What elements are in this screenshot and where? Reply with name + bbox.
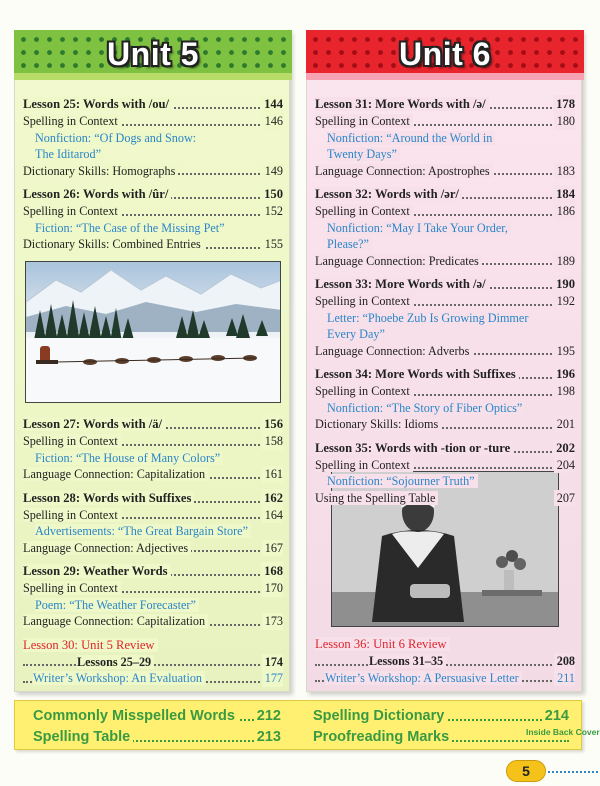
reading-selection[interactable] [315,400,575,417]
entry-label: Lesson 26: Words with /ûr/ [23,187,171,201]
entry-page-number: 183 [554,163,575,180]
dog-sled-illustration [26,262,281,403]
entry-page-number: 152 [262,203,283,220]
unit-6-contents-bottom [315,629,575,686]
footer-item-misspelled[interactable] [33,706,281,726]
entry-page-number: 168 [261,562,283,580]
lesson-heading[interactable] [23,562,283,580]
entry-page-number: 161 [262,466,283,483]
entry-label: Lesson 25: Words with /ou/ [23,97,172,111]
entry-label: Spelling in Context [23,581,121,595]
reading-selection[interactable] [23,523,283,540]
entry-label: Nonfiction: “Sojourner Truth” [327,474,478,488]
entry-label: Nonfiction: “Of Dogs and Snow: [35,131,199,145]
unit-5-banner-stripe [14,73,292,80]
entry-page-number: 146 [262,113,283,130]
lesson-heading[interactable] [23,95,283,113]
page-number-dots [548,771,598,773]
entry-page-number: 178 [553,95,575,113]
reading-selection[interactable] [315,130,575,147]
entry-label: Poem: “The Weather Forecaster” [35,598,199,612]
unit-5-contents-top [23,95,283,253]
entry-page-number: 208 [554,653,575,670]
footer-item-page: 214 [542,706,569,726]
lesson-heading[interactable] [315,95,575,113]
entry-page-number: 167 [262,540,283,557]
reading-selection[interactable] [23,146,283,163]
contents-entry[interactable] [23,433,283,450]
reading-selection[interactable] [315,326,575,343]
footer-item-label: Spelling Table [33,729,133,745]
entry-page-number: 211 [554,670,575,687]
lesson-heading[interactable] [23,489,283,507]
entry-page-number: 162 [261,489,283,507]
entry-page-number: 150 [261,185,283,203]
entry-label: Spelling in Context [23,204,121,218]
entry-page-number: 184 [553,185,575,203]
contents-entry[interactable] [23,236,283,253]
entry-label: Advertisements: “The Great Bargain Store” [35,524,251,538]
entry-label: Language Connection: Predicates [315,254,482,268]
entry-label: Dictionary Skills: Combined Entries [23,237,204,251]
entry-label: Dictionary Skills: Homographs [23,164,178,178]
contents-entry[interactable] [315,203,575,220]
contents-entry[interactable] [315,635,575,653]
contents-entry[interactable] [23,113,283,130]
entry-label: Spelling in Context [23,508,121,522]
reading-selection[interactable] [315,146,575,163]
entry-label: Nonfiction: “May I Take Your Order, [327,221,511,235]
entry-label: Lesson 34: More Words with Suffixes [315,367,519,381]
entry-label: Spelling in Context [315,294,413,308]
footer-item-dictionary[interactable] [313,706,569,726]
entry-label: Please?” [327,237,372,251]
entry-label: Lesson 36: Unit 6 Review [315,637,450,651]
contents-entry[interactable] [315,670,575,687]
reading-selection[interactable] [23,450,283,467]
entry-label: Language Connection: Adjectives [23,541,191,555]
unit-5-contents-bottom [23,415,283,687]
entry-page-number: 196 [553,365,575,383]
entry-page-number: 202 [553,439,575,457]
entry-label: Language Connection: Capitalization [23,467,208,481]
unit-6-banner-stripe [306,73,584,80]
contents-entry[interactable] [23,466,283,483]
entry-label: Twenty Days” [327,147,400,161]
entry-page-number: 201 [554,416,575,433]
entry-page-number: 174 [262,654,283,671]
entry-page-number: 186 [554,203,575,220]
contents-entry[interactable] [315,253,575,270]
contents-entry[interactable] [23,540,283,557]
entry-page-number: 177 [262,670,283,687]
entry-label: Language Connection: Adverbs [315,344,472,358]
entry-label: Spelling in Context [315,114,413,128]
entry-label: Lesson 28: Words with Suffixes [23,491,194,505]
entry-label: Lesson 31: More Words with /ə/ [315,97,489,111]
entry-label: The Iditarod” [35,147,104,161]
lesson-heading[interactable] [23,185,283,203]
entry-page-number: 170 [262,580,283,597]
entry-label: Nonfiction: “Around the World in [327,131,495,145]
entry-page-number: 158 [262,433,283,450]
reading-selection[interactable] [23,220,283,237]
lesson-heading[interactable] [315,439,575,457]
contents-entry[interactable] [315,113,575,130]
contents-entry[interactable] [315,653,575,670]
entry-page-number: 156 [261,415,283,433]
entry-label: Lesson 29: Weather Words [23,564,171,578]
entry-label: Lessons 31–35 [369,654,446,668]
entry-label: Lessons 25–29 [77,655,154,669]
contents-entry[interactable] [23,580,283,597]
entry-label: Lesson 30: Unit 5 Review [23,638,158,652]
entry-label: Letter: “Phoebe Zub Is Growing Dimmer [327,311,531,325]
entry-label: Lesson 33: More Words with /ə/ [315,277,489,291]
contents-entry[interactable] [315,163,575,180]
reading-selection[interactable] [315,310,575,327]
entry-page-number: 180 [554,113,575,130]
contents-entry[interactable] [23,163,283,180]
entry-label: Nonfiction: “The Story of Fiber Optics” [327,401,525,415]
entry-page-number: 144 [261,95,283,113]
entry-label: Spelling in Context [315,458,413,472]
footer-item-spelling-table[interactable] [33,727,281,747]
contents-entry[interactable] [315,416,575,433]
entry-page-number: 173 [262,613,283,630]
entry-page-number: 207 [554,490,575,507]
entry-label: Lesson 32: Words with /ər/ [315,187,462,201]
footer-item-page: 213 [254,727,281,747]
contents-entry[interactable] [23,654,283,671]
lesson-heading[interactable] [23,415,283,433]
contents-entry[interactable] [23,613,283,630]
unit-6-title: Unit 6 [399,36,491,72]
contents-entry[interactable] [23,507,283,524]
entry-page-number: 192 [554,293,575,310]
reference-footer [14,700,600,750]
unit-6-banner [306,30,584,80]
reading-selection[interactable] [23,130,283,147]
unit-5-column [14,30,290,692]
entry-label: Language Connection: Capitalization [23,614,208,628]
entry-page-number: 204 [554,457,575,474]
footer-item-label: Spelling Dictionary [313,708,447,724]
contents-entry[interactable] [315,383,575,400]
entry-page-number: 189 [554,253,575,270]
footer-item-label: Proofreading Marks [313,729,452,745]
entry-page-number: 149 [262,163,283,180]
unit-6-contents-top [315,95,575,506]
entry-label: Lesson 35: Words with -tion or -ture [315,441,513,455]
lesson-heading[interactable] [315,185,575,203]
dog-sled-photo [25,261,281,403]
contents-entry[interactable] [23,636,283,654]
entry-label: Spelling in Context [315,204,413,218]
lesson-heading[interactable] [315,365,575,383]
footer-item-proofreading[interactable] [313,727,600,747]
page-number: 5 [506,760,546,782]
reading-selection[interactable] [23,597,283,614]
entry-label: Dictionary Skills: Idioms [315,417,441,431]
entry-page-number: 164 [262,507,283,524]
entry-page-number: 190 [553,275,575,293]
entry-page-number: 198 [554,383,575,400]
entry-page-number: 195 [554,343,575,360]
footer-item-page: Inside Back Cover [523,728,569,737]
entry-label: Writer’s Workshop: A Persuasive Letter [325,671,522,685]
contents-entry[interactable] [315,343,575,360]
contents-entry[interactable] [23,670,283,687]
lesson-heading[interactable] [315,275,575,293]
unit-5-title: Unit 5 [107,36,199,72]
contents-entry[interactable] [315,293,575,310]
footer-item-page: 212 [254,706,281,726]
reading-selection[interactable] [315,236,575,253]
footer-item-label: Commonly Misspelled Words [33,708,238,724]
unit-6-column [306,30,582,692]
reading-selection[interactable] [315,220,575,237]
entry-page-number: 155 [262,236,283,253]
entry-label: Every Day” [327,327,388,341]
entry-label: Spelling in Context [23,114,121,128]
entry-label: Fiction: “The House of Many Colors” [35,451,223,465]
entry-label: Spelling in Context [23,434,121,448]
entry-label: Spelling in Context [315,384,413,398]
unit-5-banner [14,30,292,80]
entry-label: Fiction: “The Case of the Missing Pet” [35,221,228,235]
entry-label: Writer’s Workshop: An Evaluation [33,671,205,685]
entry-label: Language Connection: Apostrophes [315,164,493,178]
entry-label: Lesson 27: Words with /ä/ [23,417,165,431]
contents-entry[interactable] [23,203,283,220]
entry-label: Using the Spelling Table [315,491,438,505]
